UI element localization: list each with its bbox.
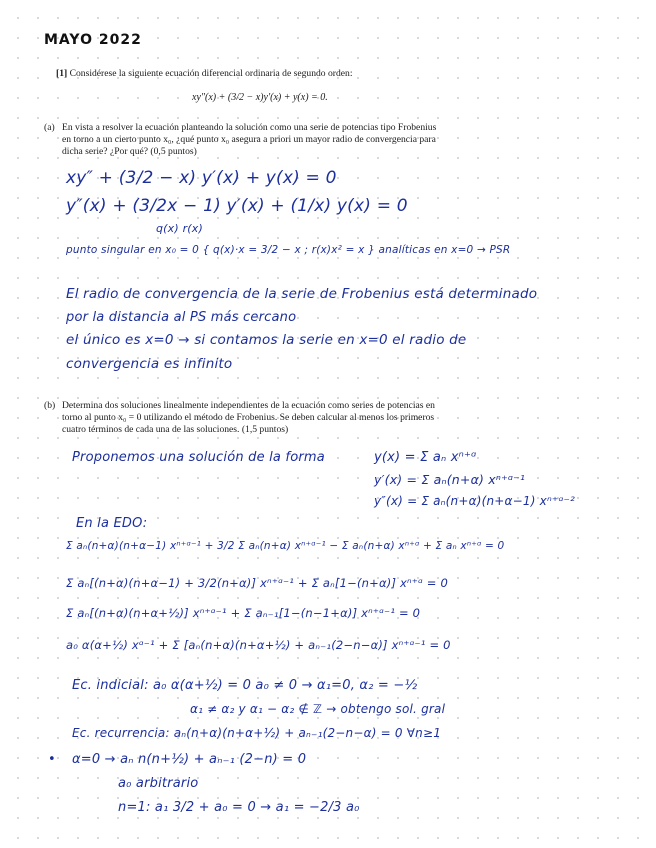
work-b-15: n=1: a₁ 3/2 + a₀ = 0 → a₁ = −2/3 a₀ — [118, 800, 360, 815]
problem-text: Considérese la siguiente ecuación diferencial ordinaria de segundo orden: — [69, 68, 353, 79]
problem-statement — [56, 68, 353, 80]
work-b-6: Σ aₙ(n+α)(n+α−1) xⁿ⁺ᵅ⁻¹ + 3/2 Σ aₙ(n+α) xⁿ⁺ᵅ⁻¹ − Σ aₙ(n+α) xⁿ⁺ᵅ + Σ aₙ xⁿ⁺ᵅ = 0 — [66, 540, 505, 552]
part-b-label: (b) — [44, 400, 56, 411]
part-a-line-3: dicha serie? ¿Por qué? (0,5 puntos) — [62, 146, 197, 157]
part-a-line-2: en torno a un cierto punto x₀, ¿qué punto x₀ asegura a priori un mayor radio de convergencia para — [62, 134, 436, 145]
work-b-7: Σ aₙ[(n+α)(n+α−1) + 3/2(n+α)] xⁿ⁺ᵅ⁻¹ + Σ aₙ[1−(n+α)] xⁿ⁺ᵅ = 0 — [66, 576, 448, 590]
page-title: MAYO 2022 — [44, 32, 142, 48]
work-b-1: Proponemos una solución de la forma — [72, 450, 325, 465]
work-a-1: xy″ + (3/2 − x) y′(x) + y(x) = 0 — [66, 168, 337, 188]
work-b-12: Ec. recurrencia: aₙ(n+α)(n+α+½) + aₙ₋₁(2−n−α) = 0 ∀n≥1 — [72, 726, 442, 740]
ode-equation: xy″(x) + (3/2 − x)y′(x) + y(x) = 0. — [192, 92, 328, 103]
work-b-9: a₀ α(α+½) xᵅ⁻¹ + Σ [aₙ(n+α)(n+α+½) + aₙ₋₁(2−n−α)] xⁿ⁺ᵅ⁻¹ = 0 — [66, 638, 451, 652]
work-b-4: y″(x) = Σ aₙ(n+α)(n+α−1) xⁿ⁺ᵅ⁻² — [374, 494, 576, 508]
work-b-5: En la EDO: — [76, 516, 148, 531]
work-a-5: El radio de convergencia de la serie de Frobenius está determinado — [66, 286, 538, 302]
work-b-13-bullet: • — [48, 752, 56, 767]
work-b-8: Σ aₙ[(n+α)(n+α+½)] xⁿ⁺ᵅ⁻¹ + Σ aₙ₋₁[1−(n−1+α)] xⁿ⁺ᵅ⁻¹ = 0 — [66, 606, 421, 620]
work-b-13: α=0 → aₙ n(n+½) + aₙ₋₁ (2−n) = 0 — [72, 752, 307, 767]
work-a-3: q(x) r(x) — [156, 222, 203, 235]
work-b-14: a₀ arbitrario — [118, 776, 199, 791]
work-a-2: y″(x) + (3/2x − 1) y′(x) + (1/x) y(x) = 0 — [66, 196, 408, 216]
part-b-line-1: Determina dos soluciones linealmente independientes de la ecuación como series de potencias en — [62, 400, 435, 411]
problem-number: [1] — [56, 68, 68, 79]
part-b-line-3: cuatro términos de cada una de las soluciones. (1,5 puntos) — [62, 424, 289, 435]
work-b-2: y(x) = Σ aₙ xⁿ⁺ᵅ — [374, 450, 477, 465]
work-a-7: el único es x=0 → si contamos la serie en x=0 el radio de — [66, 332, 467, 348]
part-a-line-1: En vista a resolver la ecuación planteando la solución como una serie de potencias tipo Frobenius — [62, 122, 437, 133]
work-b-3: y′(x) = Σ aₙ(n+α) xⁿ⁺ᵅ⁻¹ — [374, 472, 526, 487]
work-a-4: punto singular en x₀ = 0 { q(x)·x = 3/2 − x ; r(x)x² = x } analíticas en x=0 → PSR — [66, 244, 511, 256]
part-b-line-2: torno al punto x₀ = 0 utilizando el método de Frobenius. Se deben calcular al menos los primeros — [62, 412, 435, 423]
work-a-8: convergencia es infinito — [66, 356, 233, 372]
work-b-11: α₁ ≠ α₂ y α₁ − α₂ ∉ ℤ → obtengo sol. gral — [190, 702, 446, 716]
work-b-10: Ec. indicial: a₀ α(α+½) = 0 a₀ ≠ 0 → α₁=0, α₂ = −½ — [72, 678, 418, 693]
part-a-label: (a) — [44, 122, 55, 133]
work-a-6: por la distancia al PS más cercano — [66, 310, 297, 325]
